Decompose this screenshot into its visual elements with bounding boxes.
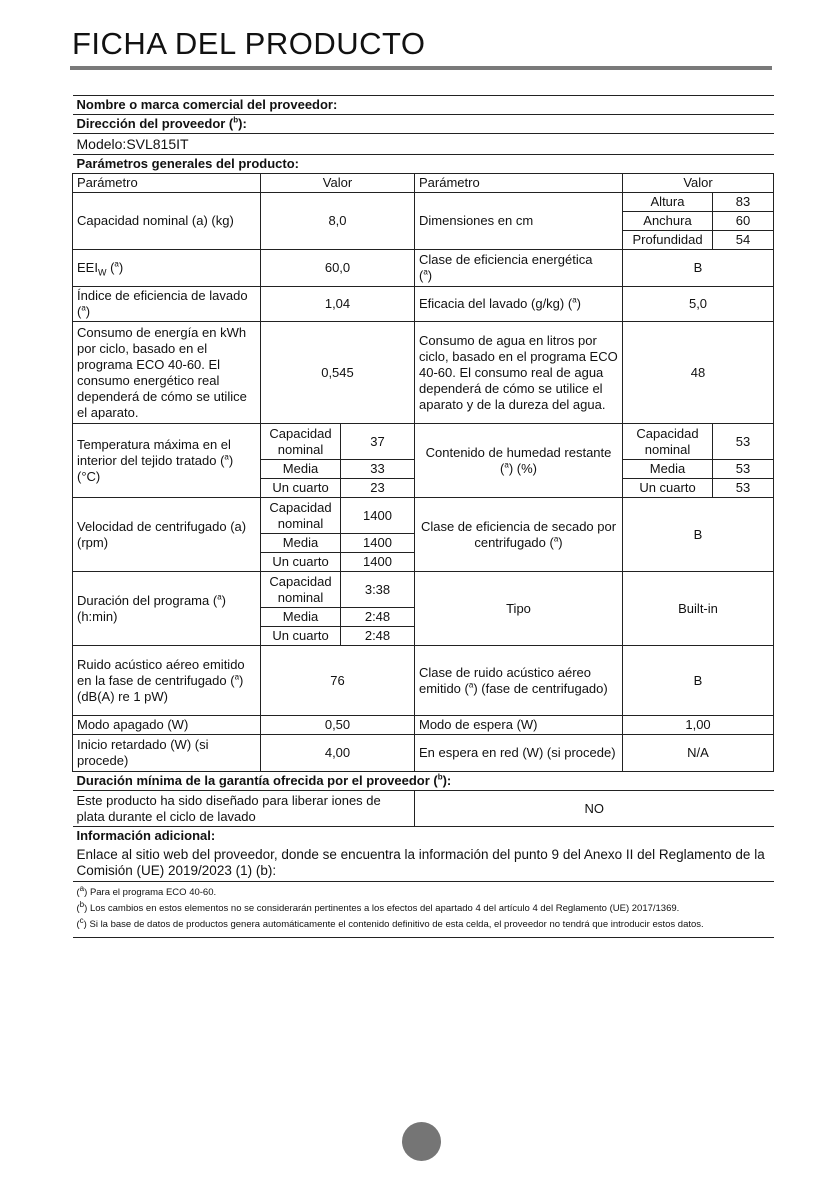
- type-value: Built-in: [623, 572, 774, 646]
- standby-value: 1,00: [623, 716, 774, 735]
- depth-value: 54: [713, 231, 774, 250]
- capacity-value: 8,0: [261, 193, 415, 250]
- general-params-label: Parámetros generales del producto:: [73, 155, 774, 174]
- sub-half-label: Media: [261, 534, 341, 553]
- temp-quarter-value: 23: [341, 479, 415, 498]
- height-value: 83: [713, 193, 774, 212]
- product-sheet-table: [72, 95, 774, 938]
- energy-consumption-value: 0,545: [261, 322, 415, 424]
- spin-label: Velocidad de centrifugado (a) (rpm): [73, 498, 261, 572]
- page-title: FICHA DEL PRODUCTO: [72, 26, 426, 61]
- silver-value: NO: [415, 791, 774, 827]
- additional-label: Información adicional:: [73, 827, 774, 846]
- supplier-name-label: Nombre o marca comercial del proveedor:: [73, 96, 774, 115]
- energy-class-value: B: [623, 250, 774, 287]
- table-row: [73, 735, 774, 772]
- footnote-b: ($^b$) Los cambios en estos elementos no se considerarán pertinentes a los efectos del apartado 4 del artículo 4 del Reglamento (UE) 2017/1369.: [76, 899, 680, 914]
- sub-rated-label: Capacidad nominal: [261, 572, 341, 608]
- rinse-label: Eficacia del lavado (g/kg) ($^a$): [415, 287, 623, 322]
- sub-quarter-label: Un cuarto: [623, 479, 713, 498]
- wash-index-value: 1,04: [261, 287, 415, 322]
- sub-rated-label: Capacidad nominal: [261, 498, 341, 534]
- dur-half-value: 2:48: [341, 608, 415, 627]
- depth-label: Profundidad: [623, 231, 713, 250]
- model-cell: [73, 134, 774, 155]
- wash-index-label: Índice de eficiencia de lavado ($^a$): [73, 287, 261, 322]
- water-consumption-value: 48: [623, 322, 774, 424]
- col-header-param: Parámetro: [415, 174, 623, 193]
- table-row: [73, 322, 774, 424]
- weblink-text: Enlace al sitio web del proveedor, donde se encuentra la información del punto 9 del Anexo II del Reglamento de la Comisión (UE) 2019/2023 (1) (b):: [73, 845, 774, 882]
- table-row: [73, 772, 774, 791]
- noise-class-value: B: [623, 646, 774, 716]
- table-row: [73, 845, 774, 882]
- water-consumption-label: Consumo de agua en litros por ciclo, basado en el programa ECO 40-60. El consumo real de agua dependerá de cómo se utilice el aparato y de la dureza del agua.: [415, 322, 623, 424]
- width-value: 60: [713, 212, 774, 231]
- delay-label: Inicio retardado (W) (si procede): [73, 735, 261, 772]
- col-header-value: Valor: [623, 174, 774, 193]
- duration-label: Duración del programa ($^a$) (h:min): [73, 572, 261, 646]
- page-number-dot: [402, 1122, 441, 1161]
- height-label: Altura: [623, 193, 713, 212]
- network-standby-value: N/A: [623, 735, 774, 772]
- table-row: [73, 827, 774, 846]
- warranty-label: Duración mínima de la garantía ofrecida por el proveedor ($^b$):: [73, 772, 774, 791]
- moist-quarter-value: 53: [713, 479, 774, 498]
- dur-quarter-value: 2:48: [341, 627, 415, 646]
- off-mode-value: 0,50: [261, 716, 415, 735]
- table-row: [73, 287, 774, 322]
- eei-label: $EEI_W$ ($^a$): [73, 250, 261, 287]
- dur-rated-value: 3:38: [341, 572, 415, 608]
- sub-quarter-label: Un cuarto: [261, 479, 341, 498]
- sub-rated-label: Capacidad nominal: [623, 424, 713, 460]
- delay-value: 4,00: [261, 735, 415, 772]
- sub-half-label: Media: [623, 460, 713, 479]
- dimensions-label: Dimensiones en cm: [415, 193, 623, 250]
- table-row: [73, 882, 774, 938]
- sub-quarter-label: Un cuarto: [261, 627, 341, 646]
- off-mode-label: Modo apagado (W): [73, 716, 261, 735]
- col-header-param: Parámetro: [73, 174, 261, 193]
- standby-label: Modo de espera (W): [415, 716, 623, 735]
- spin-class-value: B: [623, 498, 774, 572]
- noise-value: 76: [261, 646, 415, 716]
- spin-half-value: 1400: [341, 534, 415, 553]
- temp-half-value: 33: [341, 460, 415, 479]
- noise-label: Ruido acústico aéreo emitido en la fase de centrifugado ($^a$) (dB(A) re 1 pW): [73, 646, 261, 716]
- table-row: [73, 115, 774, 134]
- footnote-a: ($^a$) Para el programa ECO 40-60.: [76, 883, 217, 898]
- moist-half-value: 53: [713, 460, 774, 479]
- table-row: [73, 134, 774, 155]
- moist-rated-value: 53: [713, 424, 774, 460]
- table-row: [73, 498, 774, 534]
- energy-consumption-label: Consumo de energía en kWh por ciclo, basado en el programa ECO 40-60. El consumo energético real dependerá de cómo se utilice el aparato.: [73, 322, 261, 424]
- table-header-row: [73, 174, 774, 193]
- table-row: [73, 96, 774, 115]
- temp-rated-value: 37: [341, 424, 415, 460]
- energy-class-label: Clase de eficiencia energética ($^a$): [415, 250, 623, 287]
- sub-rated-label: Capacidad nominal: [261, 424, 341, 460]
- spin-quarter-value: 1400: [341, 553, 415, 572]
- table-row: [73, 250, 774, 287]
- supplier-address-label: Dirección del proveedor ($^b$):: [73, 115, 774, 134]
- table-row: [73, 193, 774, 212]
- width-label: Anchura: [623, 212, 713, 231]
- type-label: Tipo: [415, 572, 623, 646]
- footnotes: [73, 882, 774, 938]
- silver-label: Este producto ha sido diseñado para liberar iones de plata durante el ciclo de lavado: [73, 791, 415, 827]
- table-row: [73, 646, 774, 716]
- capacity-label: Capacidad nominal (a) (kg): [73, 193, 261, 250]
- table-row: [73, 716, 774, 735]
- table-row: [73, 424, 774, 460]
- table-row: [73, 572, 774, 608]
- temp-label: Temperatura máxima en el interior del tejido tratado ($^a$) (°C): [73, 424, 261, 498]
- sub-half-label: Media: [261, 608, 341, 627]
- moisture-label: Contenido de humedad restante ($^a$) (%): [415, 424, 623, 498]
- model-value: SVL815IT: [126, 136, 189, 152]
- sub-quarter-label: Un cuarto: [261, 553, 341, 572]
- spin-class-label: Clase de eficiencia de secado por centrifugado ($^a$): [415, 498, 623, 572]
- table-row: [73, 791, 774, 827]
- col-header-value: Valor: [261, 174, 415, 193]
- table-row: [73, 155, 774, 174]
- noise-class-label: Clase de ruido acústico aéreo emitido ($^a$) (fase de centrifugado): [415, 646, 623, 716]
- footnote-c: ($^c$) Si la base de datos de productos genera automáticamente el contenido definitivo de esta celda, el proveedor no tendrá que introducir estos datos.: [76, 915, 704, 930]
- rinse-value: 5,0: [623, 287, 774, 322]
- network-standby-label: En espera en red (W) (si procede): [415, 735, 623, 772]
- eei-value: 60,0: [261, 250, 415, 287]
- model-label: Modelo:: [76, 136, 127, 152]
- title-rule: [70, 66, 772, 70]
- sub-half-label: Media: [261, 460, 341, 479]
- spin-rated-value: 1400: [341, 498, 415, 534]
